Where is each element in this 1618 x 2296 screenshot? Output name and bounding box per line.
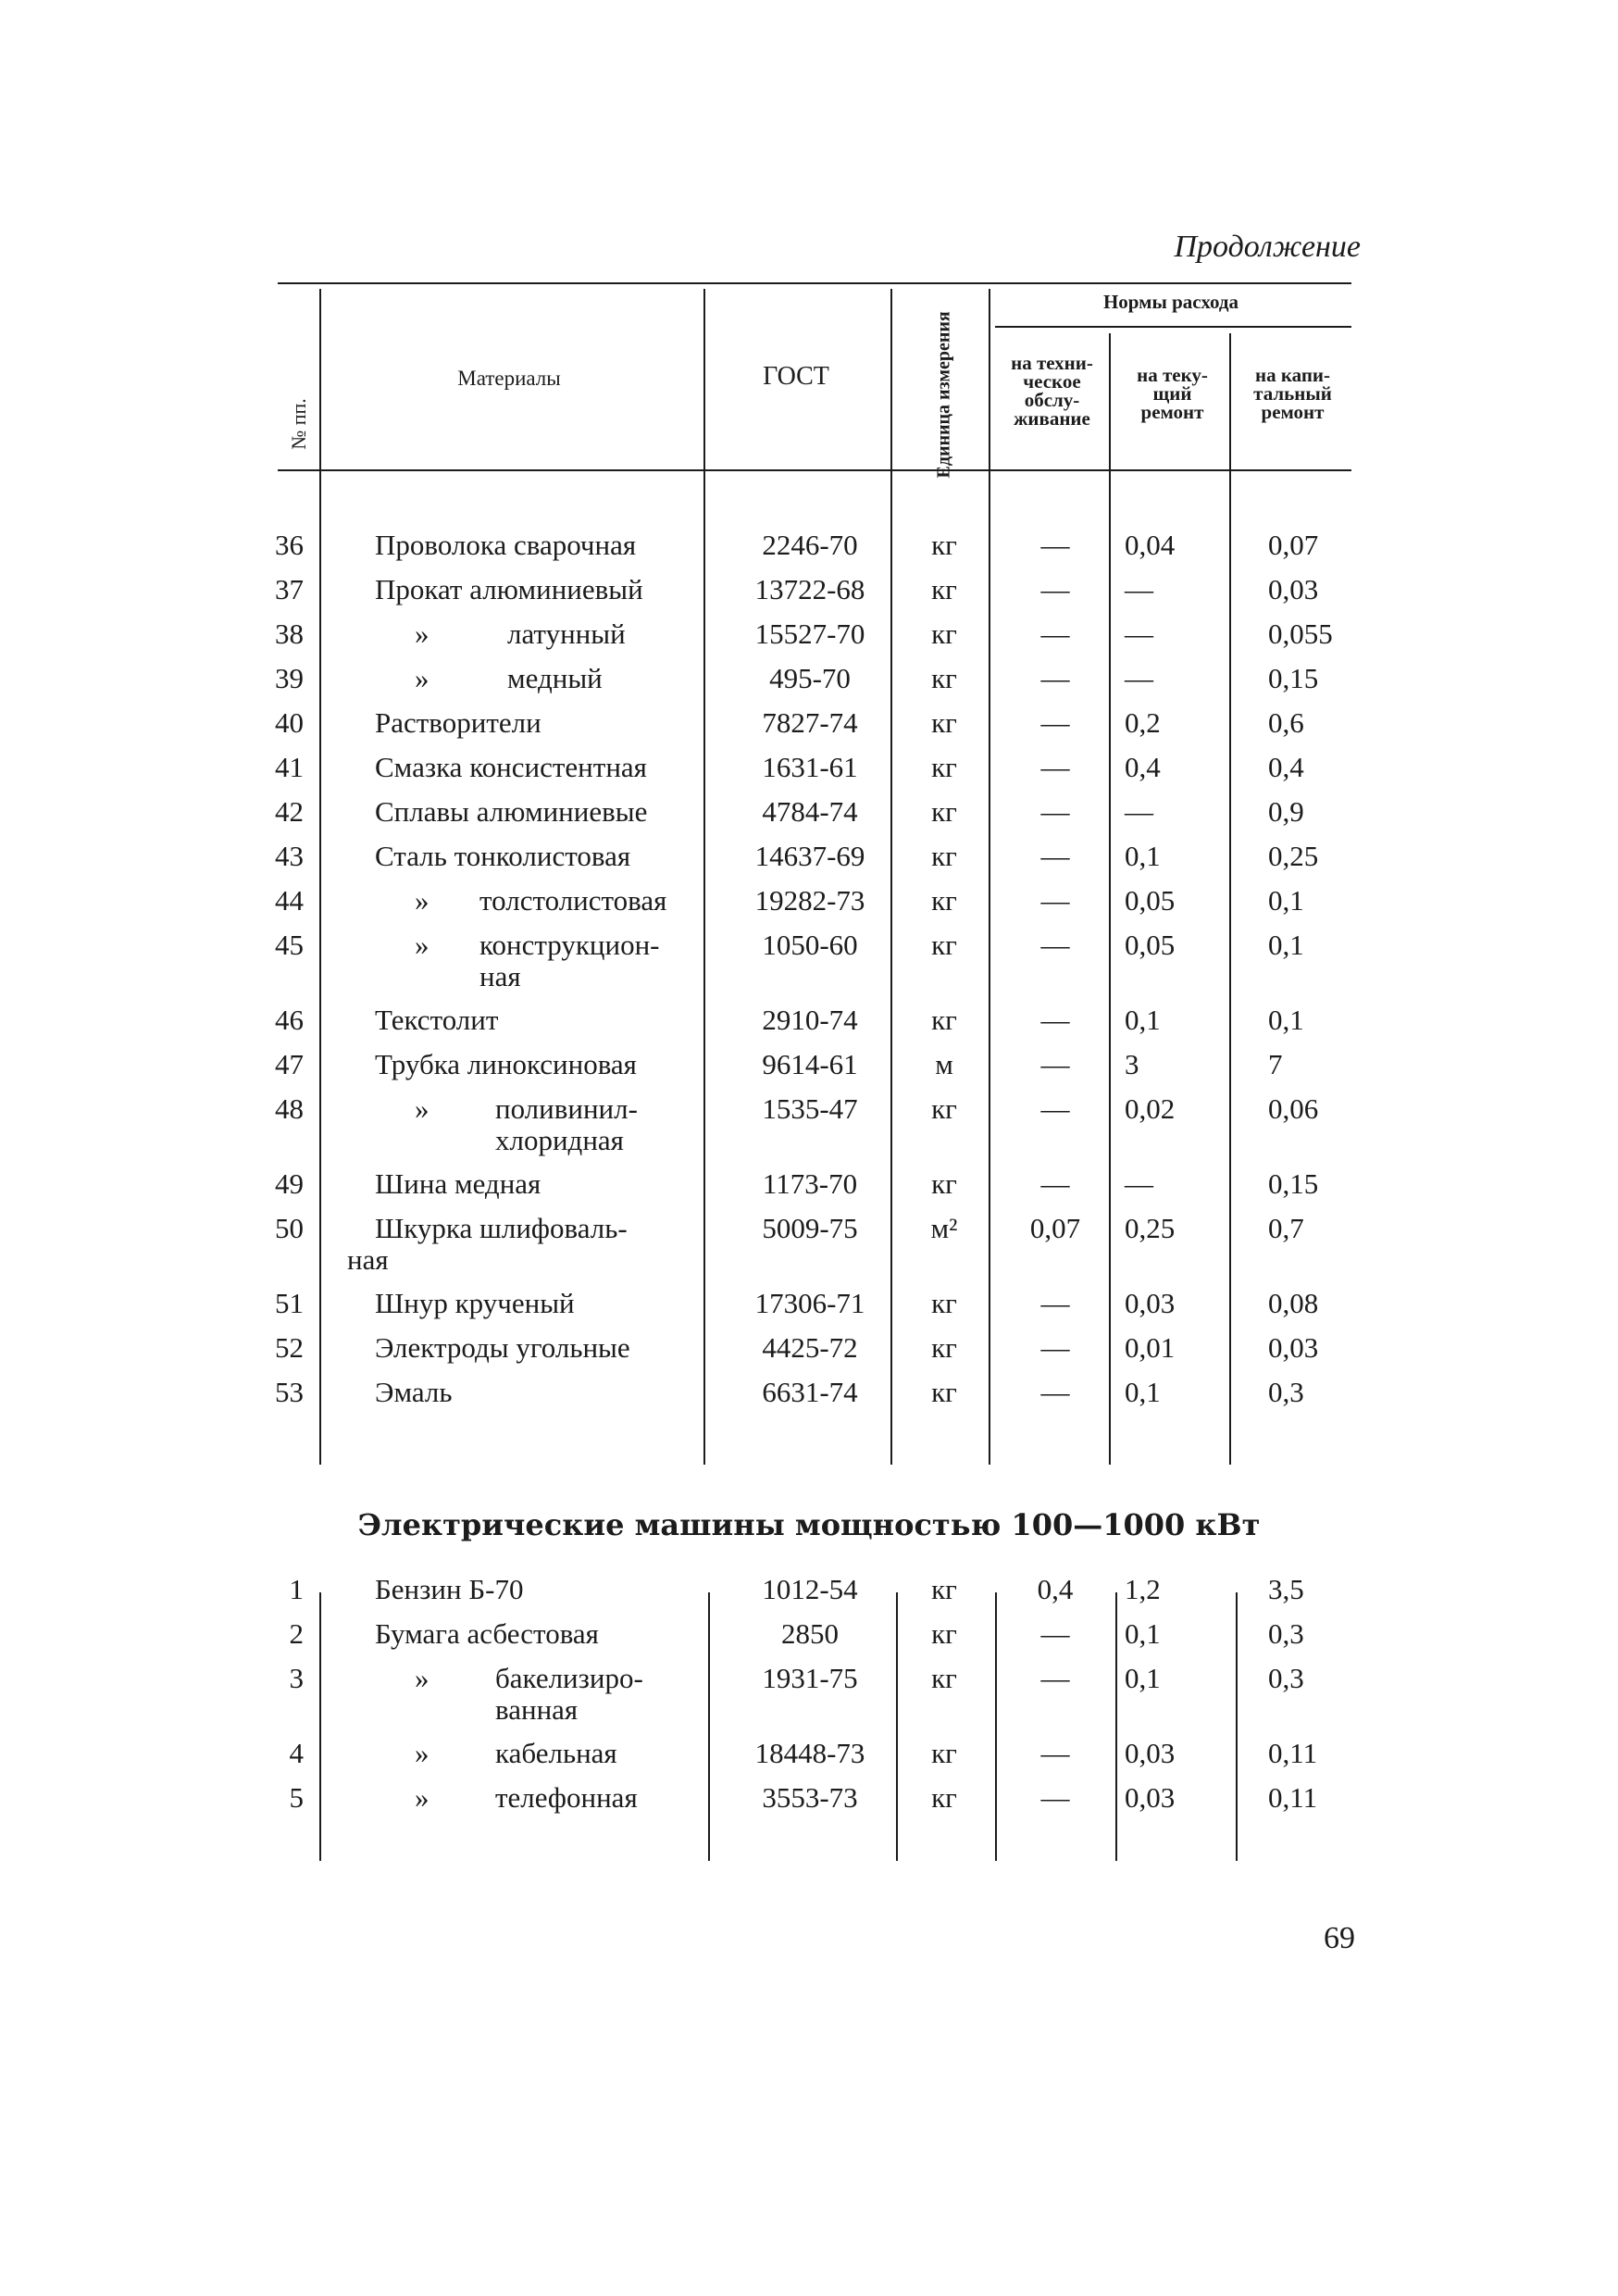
row-number: 49 [275, 1167, 304, 1200]
gost-number: 2910-74 [762, 1004, 858, 1036]
col-divider [319, 1592, 321, 1861]
norm-tech-maintenance: — [1040, 795, 1070, 828]
material-name: » [415, 1092, 429, 1125]
norm-capital-repair: 0,4 [1268, 751, 1304, 783]
section-title: Электрические машины мощностью 100—1000 кВт [357, 1507, 1261, 1542]
gost-number: 1535-47 [762, 1092, 858, 1125]
material-name-wrap: ная [347, 1243, 389, 1276]
unit: кг [931, 1331, 957, 1364]
norm-tech-maintenance: — [1040, 929, 1070, 961]
material-name-cont: кабельная [495, 1737, 617, 1769]
norm-capital-repair: 0,1 [1268, 884, 1304, 917]
row-number: 45 [275, 929, 304, 961]
norm-capital-repair: 7 [1268, 1048, 1283, 1080]
norm-tech-maintenance: — [1040, 1781, 1070, 1814]
norm-tech-maintenance: — [1040, 1662, 1070, 1694]
norm-tech-maintenance: — [1040, 1376, 1070, 1408]
gost-number: 1173-70 [762, 1167, 858, 1200]
unit: кг [931, 573, 957, 605]
norm-tech-maintenance: — [1040, 751, 1070, 783]
material-name: Смазка консистентная [375, 751, 647, 783]
norm-tech-maintenance: — [1040, 529, 1070, 561]
norms-rule [995, 326, 1351, 328]
table-top-rule [278, 282, 1351, 284]
row-number: 44 [275, 884, 304, 917]
norm-current-repair: 0,2 [1125, 706, 1161, 739]
material-name: » [415, 1662, 429, 1694]
norm-capital-repair: 0,07 [1268, 529, 1319, 561]
norm-capital-repair: 0,3 [1268, 1617, 1304, 1650]
header-capital-repair: на капи- тальный ремонт [1253, 364, 1332, 423]
gost-number: 1012-54 [762, 1573, 858, 1605]
norm-current-repair: 1,2 [1125, 1573, 1161, 1605]
gost-number: 3553-73 [762, 1781, 858, 1814]
norm-tech-maintenance: 0,07 [1029, 1212, 1081, 1244]
norm-current-repair: — [1125, 618, 1153, 650]
unit: кг [931, 840, 957, 872]
unit: м² [930, 1212, 958, 1244]
unit: кг [931, 1781, 957, 1814]
norm-current-repair: 3 [1125, 1048, 1139, 1080]
norm-tech-maintenance: — [1040, 662, 1070, 694]
material-name-cont: телефонная [495, 1781, 638, 1814]
col-divider [708, 1592, 710, 1861]
unit: кг [931, 884, 957, 917]
col-divider [1236, 1592, 1238, 1861]
col-divider [896, 1592, 898, 1861]
material-name-cont: конструкцион- [479, 929, 660, 961]
material-name-cont: толстолистовая [479, 884, 667, 917]
col-divider [703, 289, 705, 1465]
norm-capital-repair: 0,9 [1268, 795, 1304, 828]
norm-tech-maintenance: — [1040, 884, 1070, 917]
header-gost: ГОСТ [763, 362, 829, 391]
norm-current-repair: 0,05 [1125, 884, 1176, 917]
unit: кг [931, 1287, 957, 1319]
norm-capital-repair: 0,11 [1268, 1781, 1318, 1814]
unit: кг [931, 1376, 957, 1408]
material-name: Растворители [375, 706, 541, 739]
norm-capital-repair: 0,03 [1268, 573, 1319, 605]
header-tech-maintenance: на техни- ческое обслу- живание [1011, 352, 1093, 430]
material-name-cont: латунный [507, 618, 626, 650]
material-name: Эмаль [375, 1376, 453, 1408]
norm-current-repair: 0,1 [1125, 840, 1161, 872]
row-number: 51 [275, 1287, 304, 1319]
norm-current-repair: — [1125, 662, 1153, 694]
row-number: 5 [289, 1781, 304, 1814]
norm-current-repair: 0,1 [1125, 1662, 1161, 1694]
material-name: » [415, 884, 429, 917]
gost-number: 18448-73 [754, 1737, 865, 1769]
norm-capital-repair: 0,1 [1268, 1004, 1304, 1036]
norm-current-repair: 0,05 [1125, 929, 1176, 961]
gost-number: 14637-69 [754, 840, 865, 872]
norm-capital-repair: 0,3 [1268, 1662, 1304, 1694]
unit: кг [931, 529, 957, 561]
material-name-wrap: хлоридная [495, 1124, 624, 1156]
row-number: 52 [275, 1331, 304, 1364]
header-current-repair: на теку- щий ремонт [1137, 364, 1208, 423]
norm-capital-repair: 0,055 [1268, 618, 1333, 650]
unit: кг [931, 706, 957, 739]
norm-current-repair: 0,01 [1125, 1331, 1176, 1364]
row-number: 41 [275, 751, 304, 783]
norm-capital-repair: 0,3 [1268, 1376, 1304, 1408]
row-number: 53 [275, 1376, 304, 1408]
norm-current-repair: 0,25 [1125, 1212, 1176, 1244]
norm-tech-maintenance: — [1040, 1167, 1070, 1200]
row-number: 40 [275, 706, 304, 739]
unit: кг [931, 618, 957, 650]
material-name: Электроды угольные [375, 1331, 630, 1364]
gost-number: 7827-74 [762, 706, 858, 739]
material-name: » [415, 1737, 429, 1769]
norm-tech-maintenance: — [1040, 1331, 1070, 1364]
material-name: » [415, 662, 429, 694]
unit: м [935, 1048, 953, 1080]
norm-tech-maintenance: — [1040, 618, 1070, 650]
norm-tech-maintenance: — [1040, 1617, 1070, 1650]
norm-current-repair: 0,03 [1125, 1287, 1176, 1319]
material-name: Проволока сварочная [375, 529, 637, 561]
material-name: Текстолит [375, 1004, 499, 1036]
gost-number: 19282-73 [754, 884, 865, 917]
gost-number: 1050-60 [762, 929, 858, 961]
norm-current-repair: 0,4 [1125, 751, 1161, 783]
norm-capital-repair: 0,06 [1268, 1092, 1319, 1125]
norm-capital-repair: 0,6 [1268, 706, 1304, 739]
material-name-wrap: ная [479, 960, 521, 992]
unit: кг [931, 1573, 957, 1605]
norm-current-repair: 0,1 [1125, 1376, 1161, 1408]
material-name-wrap: ванная [495, 1693, 579, 1726]
unit: кг [931, 1662, 957, 1694]
row-number: 47 [275, 1048, 304, 1080]
gost-number: 2246-70 [762, 529, 858, 561]
unit: кг [931, 662, 957, 694]
norm-tech-maintenance: — [1040, 1287, 1070, 1319]
continuation-label: Продолжение [1174, 230, 1361, 264]
norm-tech-maintenance: — [1040, 706, 1070, 739]
header-num: № пп. [287, 398, 310, 450]
gost-number: 1631-61 [762, 751, 858, 783]
material-name-cont: медный [507, 662, 603, 694]
material-name: Сталь тонколистовая [375, 840, 631, 872]
norm-capital-repair: 0,03 [1268, 1331, 1319, 1364]
material-name: Бумага асбестовая [375, 1617, 599, 1650]
row-number: 4 [289, 1737, 304, 1769]
gost-number: 4425-72 [762, 1331, 858, 1364]
norm-current-repair: 0,1 [1125, 1617, 1161, 1650]
row-number: 46 [275, 1004, 304, 1036]
header-bottom-rule [278, 469, 1351, 471]
row-number: 3 [289, 1662, 304, 1694]
norm-capital-repair: 3,5 [1268, 1573, 1304, 1605]
gost-number: 9614-61 [762, 1048, 858, 1080]
unit: кг [931, 929, 957, 961]
row-number: 39 [275, 662, 304, 694]
material-name: » [415, 929, 429, 961]
row-number: 1 [289, 1573, 304, 1605]
header-unit: Единица измерения [933, 311, 954, 479]
norm-current-repair: 0,1 [1125, 1004, 1161, 1036]
norm-tech-maintenance: — [1040, 1004, 1070, 1036]
unit: кг [931, 1617, 957, 1650]
unit: кг [931, 795, 957, 828]
norm-tech-maintenance: — [1040, 840, 1070, 872]
norm-capital-repair: 0,7 [1268, 1212, 1304, 1244]
col-divider [989, 289, 990, 1465]
material-name: » [415, 1781, 429, 1814]
row-number: 43 [275, 840, 304, 872]
norm-tech-maintenance: — [1040, 1048, 1070, 1080]
header-norms: Нормы расхода [1102, 291, 1239, 313]
col-divider [890, 289, 892, 1465]
material-name-cont: бакелизиро- [495, 1662, 643, 1694]
norm-current-repair: — [1125, 795, 1153, 828]
material-name: Прокат алюминиевый [375, 573, 643, 605]
gost-number: 17306-71 [754, 1287, 865, 1319]
row-number: 2 [289, 1617, 304, 1650]
col-divider [995, 1592, 997, 1861]
unit: кг [931, 1092, 957, 1125]
material-name: Шкурка шлифоваль- [375, 1212, 628, 1244]
material-name: Бензин Б-70 [375, 1573, 524, 1605]
row-number: 50 [275, 1212, 304, 1244]
gost-number: 6631-74 [762, 1376, 858, 1408]
row-number: 36 [275, 529, 304, 561]
norm-capital-repair: 0,25 [1268, 840, 1319, 872]
material-name-cont: поливинил- [495, 1092, 638, 1125]
norm-tech-maintenance: 0,4 [1037, 1573, 1074, 1605]
gost-number: 13722-68 [754, 573, 865, 605]
norm-capital-repair: 0,1 [1268, 929, 1304, 961]
norm-current-repair: 0,03 [1125, 1737, 1176, 1769]
norm-current-repair: 0,04 [1125, 529, 1176, 561]
gost-number: 5009-75 [762, 1212, 858, 1244]
gost-number: 495-70 [769, 662, 851, 694]
gost-number: 2850 [781, 1617, 839, 1650]
norm-tech-maintenance: — [1040, 1737, 1070, 1769]
norm-tech-maintenance: — [1040, 1092, 1070, 1125]
row-number: 48 [275, 1092, 304, 1125]
norm-current-repair: — [1125, 1167, 1153, 1200]
page-number: 69 [1324, 1921, 1355, 1955]
material-name: Трубка линоксиновая [375, 1048, 637, 1080]
norm-current-repair: — [1125, 573, 1153, 605]
col-divider [1115, 1592, 1117, 1861]
unit: кг [931, 751, 957, 783]
header-materials: Материалы [457, 367, 561, 390]
gost-number: 15527-70 [754, 618, 865, 650]
norm-current-repair: 0,02 [1125, 1092, 1176, 1125]
row-number: 38 [275, 618, 304, 650]
row-number: 42 [275, 795, 304, 828]
norm-capital-repair: 0,15 [1268, 1167, 1319, 1200]
norm-current-repair: 0,03 [1125, 1781, 1176, 1814]
gost-number: 1931-75 [762, 1662, 858, 1694]
material-name: » [415, 618, 429, 650]
unit: кг [931, 1004, 957, 1036]
material-name: Шина медная [375, 1167, 541, 1200]
row-number: 37 [275, 573, 304, 605]
unit: кг [931, 1737, 957, 1769]
material-name: Сплавы алюминиевые [375, 795, 648, 828]
norm-capital-repair: 0,15 [1268, 662, 1319, 694]
norm-tech-maintenance: — [1040, 573, 1070, 605]
norm-capital-repair: 0,11 [1268, 1737, 1318, 1769]
norm-capital-repair: 0,08 [1268, 1287, 1319, 1319]
col-divider [319, 289, 321, 1465]
unit: кг [931, 1167, 957, 1200]
gost-number: 4784-74 [762, 795, 858, 828]
material-name: Шнур крученый [375, 1287, 575, 1319]
